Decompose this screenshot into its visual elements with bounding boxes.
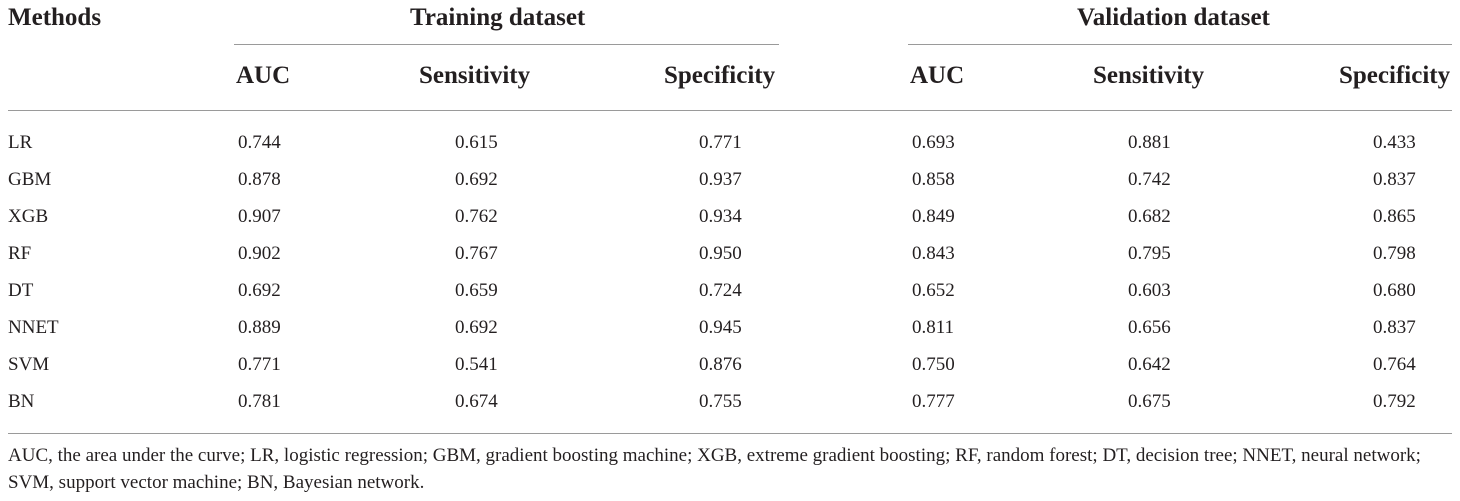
cell-validation-sensitivity: 0.742 xyxy=(1128,169,1171,190)
cell-validation-sensitivity: 0.675 xyxy=(1128,391,1171,412)
cell-validation-sensitivity: 0.682 xyxy=(1128,206,1171,227)
cell-training-sensitivity: 0.541 xyxy=(455,354,498,375)
row-method: SVM xyxy=(8,354,50,375)
cell-training-specificity: 0.771 xyxy=(699,132,742,153)
table-footnote: AUC, the area under the curve; LR, logistic regression; GBM, gradient boosting machine; XGB, extreme gradient boosting; RF, random forest; DT, decision tree; NNET, neural network; SVM, support vector machine; BN, Bayesian network. xyxy=(8,445,1421,493)
cell-validation-sensitivity: 0.603 xyxy=(1128,280,1171,301)
column-header-validation-auc: AUC xyxy=(910,62,965,89)
cell-training-specificity: 0.950 xyxy=(699,243,742,264)
cell-training-sensitivity: 0.692 xyxy=(455,317,498,338)
training-group-rule xyxy=(234,44,779,45)
cell-validation-specificity: 0.792 xyxy=(1373,391,1416,412)
cell-training-specificity: 0.937 xyxy=(699,169,742,190)
cell-training-auc: 0.771 xyxy=(238,354,281,375)
cell-training-sensitivity: 0.762 xyxy=(455,206,498,227)
group-header-training: Training dataset xyxy=(410,4,586,31)
cell-training-sensitivity: 0.692 xyxy=(455,169,498,190)
cell-training-auc: 0.889 xyxy=(238,317,281,338)
cell-training-sensitivity: 0.659 xyxy=(455,280,498,301)
row-method: DT xyxy=(8,280,34,301)
validation-group-rule xyxy=(908,44,1452,45)
cell-training-specificity: 0.755 xyxy=(699,391,742,412)
group-header-validation: Validation dataset xyxy=(1077,4,1270,31)
cell-validation-specificity: 0.433 xyxy=(1373,132,1416,153)
cell-validation-sensitivity: 0.795 xyxy=(1128,243,1171,264)
cell-validation-auc: 0.750 xyxy=(912,354,955,375)
cell-validation-auc: 0.693 xyxy=(912,132,955,153)
cell-training-auc: 0.781 xyxy=(238,391,281,412)
cell-validation-auc: 0.858 xyxy=(912,169,955,190)
column-header-validation-sensitivity: Sensitivity xyxy=(1093,62,1205,89)
cell-validation-specificity: 0.764 xyxy=(1373,354,1416,375)
cell-validation-auc: 0.777 xyxy=(912,391,955,412)
header-rule xyxy=(8,110,1452,111)
cell-training-auc: 0.744 xyxy=(238,132,281,153)
row-method: XGB xyxy=(8,206,49,227)
cell-training-auc: 0.902 xyxy=(238,243,281,264)
column-header-training-specificity: Specificity xyxy=(664,62,776,89)
cell-validation-auc: 0.849 xyxy=(912,206,955,227)
cell-validation-sensitivity: 0.642 xyxy=(1128,354,1171,375)
cell-validation-auc: 0.843 xyxy=(912,243,955,264)
bottom-rule xyxy=(8,433,1452,434)
cell-training-auc: 0.907 xyxy=(238,206,281,227)
cell-validation-specificity: 0.837 xyxy=(1373,169,1416,190)
row-method: RF xyxy=(8,243,32,264)
cell-training-specificity: 0.934 xyxy=(699,206,742,227)
cell-validation-specificity: 0.798 xyxy=(1373,243,1416,264)
cell-validation-sensitivity: 0.881 xyxy=(1128,132,1171,153)
column-header-validation-specificity: Specificity xyxy=(1339,62,1451,89)
cell-training-sensitivity: 0.767 xyxy=(455,243,498,264)
cell-validation-specificity: 0.865 xyxy=(1373,206,1416,227)
column-header-training-auc: AUC xyxy=(236,62,291,89)
row-method: NNET xyxy=(8,317,59,338)
methods-header: Methods xyxy=(8,4,102,31)
cell-training-specificity: 0.876 xyxy=(699,354,742,375)
cell-validation-auc: 0.652 xyxy=(912,280,955,301)
row-method: LR xyxy=(8,132,33,153)
cell-validation-specificity: 0.837 xyxy=(1373,317,1416,338)
row-method: BN xyxy=(8,391,35,412)
cell-validation-auc: 0.811 xyxy=(912,317,955,338)
cell-training-specificity: 0.724 xyxy=(699,280,742,301)
column-header-training-sensitivity: Sensitivity xyxy=(419,62,531,89)
cell-validation-specificity: 0.680 xyxy=(1373,280,1416,301)
cell-training-specificity: 0.945 xyxy=(699,317,742,338)
cell-validation-sensitivity: 0.656 xyxy=(1128,317,1171,338)
cell-training-auc: 0.878 xyxy=(238,169,281,190)
cell-training-auc: 0.692 xyxy=(238,280,281,301)
row-method: GBM xyxy=(8,169,52,190)
cell-training-sensitivity: 0.674 xyxy=(455,391,498,412)
cell-training-sensitivity: 0.615 xyxy=(455,132,498,153)
